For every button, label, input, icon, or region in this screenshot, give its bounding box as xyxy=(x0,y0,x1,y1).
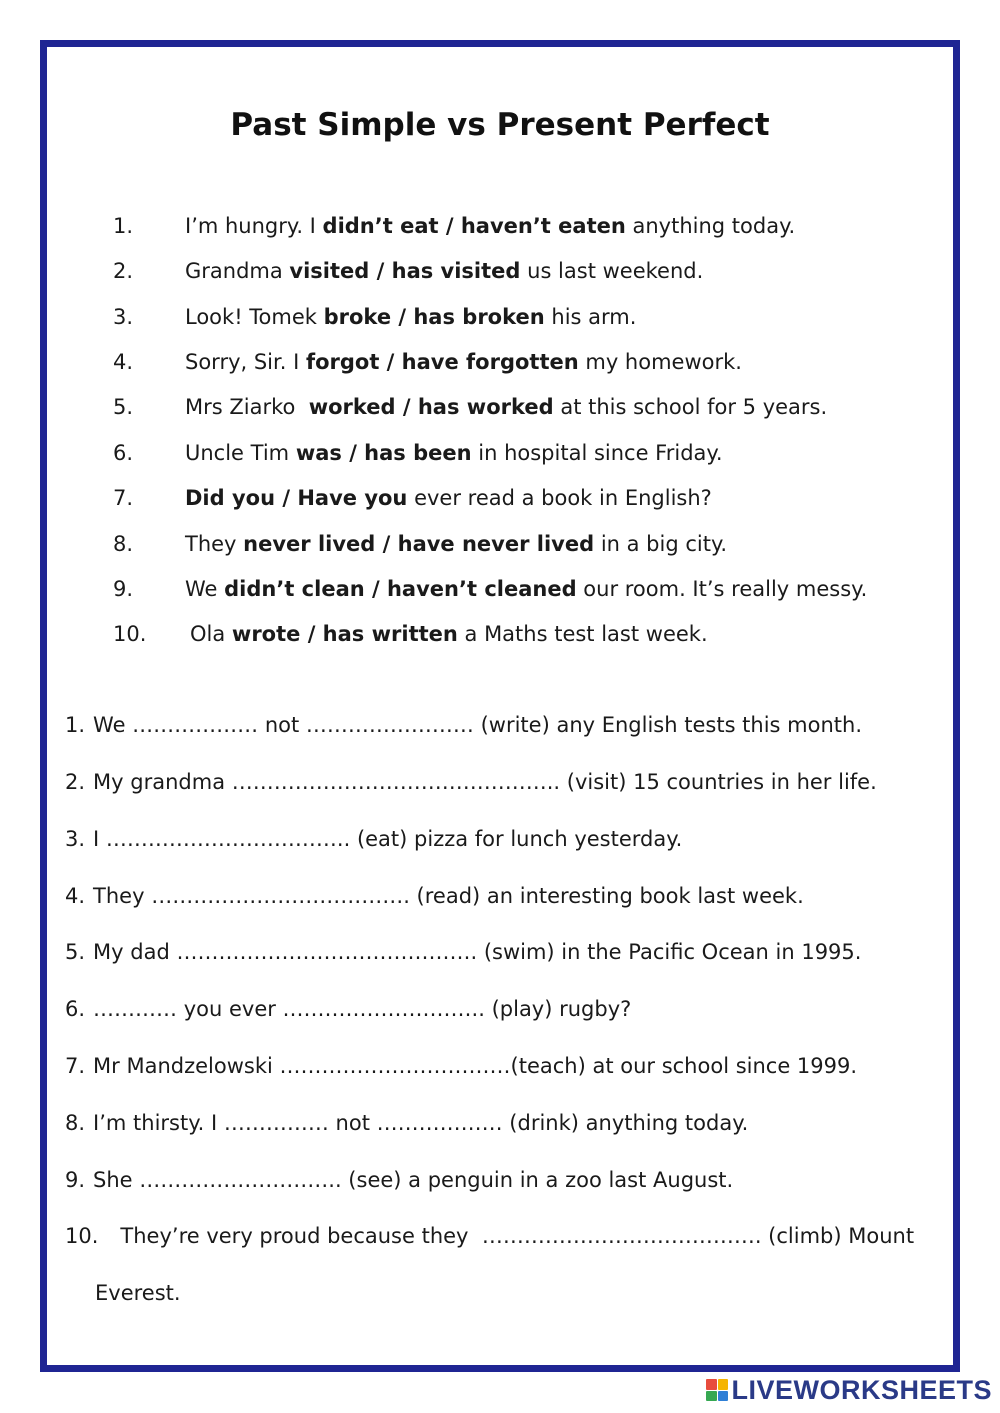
item-text: We ……………… not …………………… (write) any English tests this month. xyxy=(93,713,863,737)
sentence-fragment: Ola xyxy=(190,622,232,646)
item-text xyxy=(185,530,727,558)
verb-options: didn’t clean / haven’t cleaned xyxy=(224,577,577,601)
item-number: 3. xyxy=(65,827,86,851)
item-number: 5. xyxy=(65,940,86,964)
item-text xyxy=(185,212,795,240)
sentence-fragment: a Maths test last week. xyxy=(457,622,708,646)
item-text: She ……………………….. (see) a penguin in a zoo last August. xyxy=(93,1168,734,1192)
sentence-fragment: my homework. xyxy=(578,350,742,374)
worksheet-frame xyxy=(40,40,960,1372)
sentence-fragment: our room. It’s really messy. xyxy=(576,577,868,601)
item-text xyxy=(185,303,636,331)
exercise-2-item xyxy=(65,1052,857,1080)
item-text xyxy=(185,439,723,467)
item-number: 8. xyxy=(113,532,134,556)
sentence-fragment: Uncle Tim xyxy=(185,441,296,465)
verb-options: broke / has broken xyxy=(323,305,545,329)
item-number: 9. xyxy=(65,1168,86,1192)
exercise-2-item xyxy=(65,711,862,739)
item-text xyxy=(190,620,708,648)
exercise-2-item-10-continuation: Everest. xyxy=(95,1281,181,1305)
sentence-fragment: We xyxy=(185,577,225,601)
item-text xyxy=(185,575,867,603)
sentence-fragment: us last weekend. xyxy=(520,259,704,283)
item-number: 1. xyxy=(65,713,86,737)
exercise-2-item xyxy=(65,1166,733,1194)
verb-options: wrote / has written xyxy=(231,622,458,646)
sentence-fragment: in hospital since Friday. xyxy=(471,441,723,465)
item-number: 5. xyxy=(113,395,134,419)
item-number: 4. xyxy=(65,884,86,908)
sentence-fragment: Grandma xyxy=(185,259,290,283)
sentence-fragment: They xyxy=(185,532,244,556)
item-number: 2. xyxy=(65,770,86,794)
exercise-2-item xyxy=(65,1222,914,1250)
sentence-fragment: at this school for 5 years. xyxy=(553,395,828,419)
item-text xyxy=(185,257,703,285)
item-text: I’m thirsty. I …………… not ……………… (drink) anything today. xyxy=(93,1111,749,1135)
item-number: 6. xyxy=(65,997,86,1021)
sentence-fragment: anything today. xyxy=(625,214,796,238)
verb-options: visited / has visited xyxy=(289,259,521,283)
item-number: 3. xyxy=(113,305,134,329)
liveworksheets-logo-icon xyxy=(706,1379,728,1401)
item-text: They ………………………………. (read) an interesting book last week. xyxy=(93,884,804,908)
item-number: 10. xyxy=(113,622,147,646)
sentence-fragment: Mrs Ziarko xyxy=(185,395,309,419)
sentence-fragment: his arm. xyxy=(544,305,637,329)
liveworksheets-logo xyxy=(706,1373,992,1407)
item-text xyxy=(185,484,712,512)
item-text xyxy=(185,393,827,421)
item-text xyxy=(185,348,742,376)
verb-options: worked / has worked xyxy=(308,395,554,419)
item-text: They’re very proud because they …………………………………. (climb) Mount xyxy=(120,1224,915,1248)
item-number: 10. xyxy=(65,1224,99,1248)
exercise-2-item xyxy=(65,825,682,853)
verb-options: Did you / Have you xyxy=(185,486,408,510)
sentence-fragment: in a big city. xyxy=(594,532,728,556)
item-number: 7. xyxy=(65,1054,86,1078)
item-text: Mr Mandzelowski ……………………………(teach) at our school since 1999. xyxy=(93,1054,858,1078)
page-title: Past Simple vs Present Perfect xyxy=(230,107,770,143)
sentence-fragment: Sorry, Sir. I xyxy=(185,350,306,374)
item-number: 7. xyxy=(113,486,134,510)
verb-options: never lived / have never lived xyxy=(243,532,595,556)
item-number: 9. xyxy=(113,577,134,601)
exercise-2-item xyxy=(65,1109,748,1137)
exercise-2-item xyxy=(65,768,877,796)
item-text: My grandma ……………………………………….. (visit) 15 countries in her life. xyxy=(93,770,877,794)
sentence-fragment: ever read a book in English? xyxy=(407,486,712,510)
item-text: My dad ……………………………………. (swim) in the Pacific Ocean in 1995. xyxy=(93,940,862,964)
item-number: 6. xyxy=(113,441,134,465)
item-number: 8. xyxy=(65,1111,86,1135)
sentence-fragment: Look! Tomek xyxy=(185,305,324,329)
item-number: 1. xyxy=(113,214,134,238)
verb-options: was / has been xyxy=(295,441,472,465)
item-text: ………… you ever ……………………….. (play) rugby? xyxy=(93,997,632,1021)
exercise-2-item xyxy=(65,882,804,910)
verb-options: forgot / have forgotten xyxy=(305,350,579,374)
item-number: 2. xyxy=(113,259,134,283)
exercise-2-item xyxy=(65,995,631,1023)
exercise-2-item xyxy=(65,938,861,966)
sentence-fragment: I’m hungry. I xyxy=(185,214,323,238)
logo-text: LIVEWORKSHEETS xyxy=(731,1374,992,1405)
item-text: I …………………………….. (eat) pizza for lunch yesterday. xyxy=(93,827,683,851)
item-number: 4. xyxy=(113,350,134,374)
verb-options: didn’t eat / haven’t eaten xyxy=(322,214,626,238)
